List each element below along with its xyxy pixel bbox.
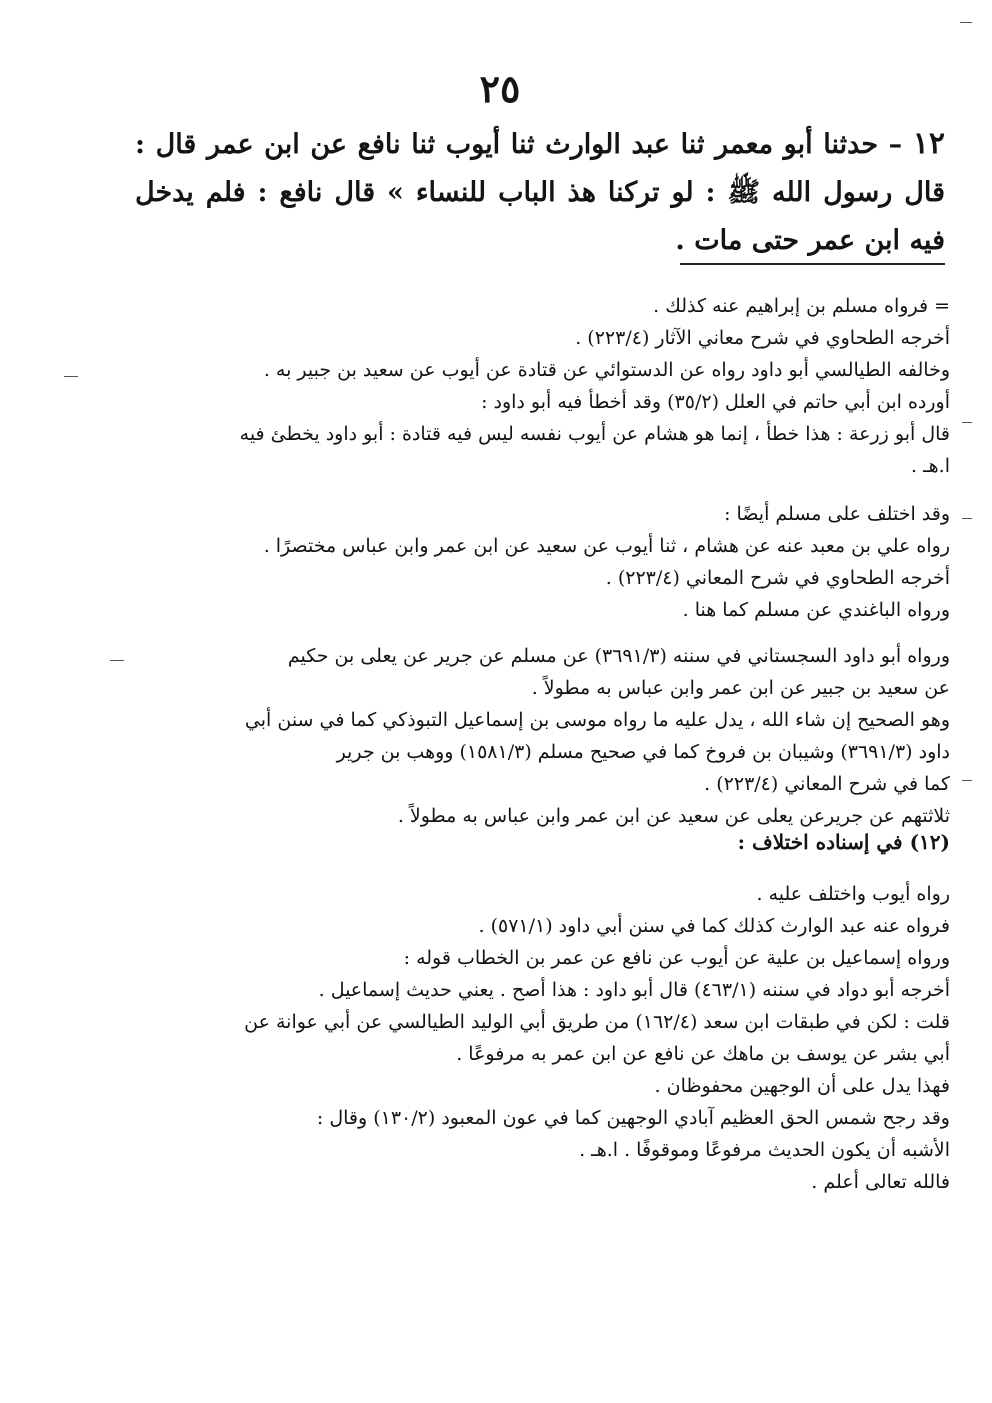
footnote-block-b — [150, 498, 950, 626]
footnote-heading: (١٢) في إسناده اختلاف : — [737, 830, 950, 854]
footnote-block-c — [150, 640, 950, 832]
footnote-line: أورده ابن أبي حاتم في العلل (٣٥/٢) وقد أخطأ فيه أبو داود : — [481, 391, 950, 413]
scan-mark — [64, 376, 78, 377]
footnote-line: ا.هـ . — [911, 455, 950, 477]
footnote-line: ثلاثتهم عن جريرعن يعلى عن سعيد عن ابن عمر وابن عباس به مطولاً . — [397, 805, 950, 827]
footnote-line: قلت : لكن في طبقات ابن سعد (١٦٢/٤) من طريق أبي الوليد الطيالسي عن أبي عوانة عن — [244, 1011, 950, 1033]
scan-mark — [110, 660, 124, 661]
footnote-line: فالله تعالى أعلم . — [811, 1171, 950, 1193]
footnote-heading-block — [150, 826, 950, 858]
scan-mark — [962, 422, 972, 423]
footnote-line: وخالفه الطيالسي أبو داود رواه عن الدستوائي عن قتادة عن أيوب عن سعيد بن جبير به . — [263, 359, 950, 381]
footnote-line: قال أبو زرعة : هذا خطأ ، إنما هو هشام عن أيوب نفسه ليس فيه قتادة : أبو داود يخطئ فيه — [239, 423, 950, 445]
footnote-line: كما في شرح المعاني (٢٢٣/٤) . — [704, 773, 950, 795]
footnote-block-a — [150, 290, 950, 482]
footnote-line: عن سعيد بن جبير عن ابن عمر وابن عباس به مطولاً . — [531, 677, 950, 699]
page-number: ٢٥ — [479, 66, 521, 111]
footnote-line: فهذا يدل على أن الوجهين محفوظان . — [654, 1075, 950, 1097]
footnote-line: داود (٣٦٩١/٣) وشيبان بن فروخ كما في صحيح مسلم (١٥٨١/٣) ووهب بن جرير — [336, 741, 950, 763]
scan-mark — [960, 22, 972, 23]
footnote-block-e — [150, 878, 950, 1198]
footnote-line: ورواه أبو داود السجستاني في سننه (٣٦٩١/٣) عن مسلم عن جرير عن يعلى بن حكيم — [287, 645, 950, 667]
footnote-line: ورواه الباغندي عن مسلم كما هنا . — [682, 599, 950, 621]
footnote-line: أخرجه أبو دواد في سننه (٤٦٣/١) قال أبو داود : هذا أصح . يعني حديث إسماعيل . — [318, 979, 950, 1001]
footnote-line: وقد رجح شمس الحق العظيم آبادي الوجهين كما في عون المعبود (١٣٠/٢) وقال : — [316, 1107, 950, 1129]
footnote-line: رواه أيوب واختلف عليه . — [756, 883, 950, 905]
main-hadith-text — [135, 120, 945, 265]
footnote-line: وهو الصحيح إن شاء الله ، يدل عليه ما رواه موسى بن إسماعيل التبوذكي كما في سنن أبي — [244, 709, 950, 731]
scan-mark — [962, 518, 972, 519]
scan-mark — [962, 780, 972, 781]
footnote-divider — [680, 263, 945, 265]
footnote-line: وقد اختلف على مسلم أيضًا : — [724, 503, 950, 525]
footnote-line: أخرجه الطحاوي في شرح المعاني (٢٢٣/٤) . — [605, 567, 950, 589]
footnote-line: أخرجه الطحاوي في شرح معاني الآثار (٢٢٣/٤) . — [575, 327, 950, 349]
footnote-line: رواه علي بن معبد عنه عن هشام ، ثنا أيوب عن سعيد عن ابن عمر وابن عباس مختصرًا . — [263, 535, 950, 557]
footnote-line: ورواه إسماعيل بن علية عن أيوب عن نافع عن عمر بن الخطاب قوله : — [403, 947, 950, 969]
footnote-line: الأشبه أن يكون الحديث مرفوعًا وموقوفًا . ا.هـ . — [579, 1139, 950, 1161]
footnote-line: أبي بشر عن يوسف بن ماهك عن نافع عن ابن عمر به مرفوعًا . — [456, 1043, 950, 1065]
footnote-line: = فرواه مسلم بن إبراهيم عنه كذلك . — [653, 295, 950, 317]
hadith-body: – حدثنا أبو معمر ثنا عبد الوارث ثنا أيوب ثنا نافع عن ابن عمر قال : قال رسول الله ﷺ : لو تركنا هذ الباب للنساء » قال نافع : فلم يدخل فيه ابن عمر حتى مات . — [135, 129, 945, 256]
hadith-number: ١٢ — [912, 126, 945, 161]
footnote-line: فرواه عنه عبد الوارث كذلك كما في سنن أبي داود (٥٧١/١) . — [478, 915, 950, 937]
